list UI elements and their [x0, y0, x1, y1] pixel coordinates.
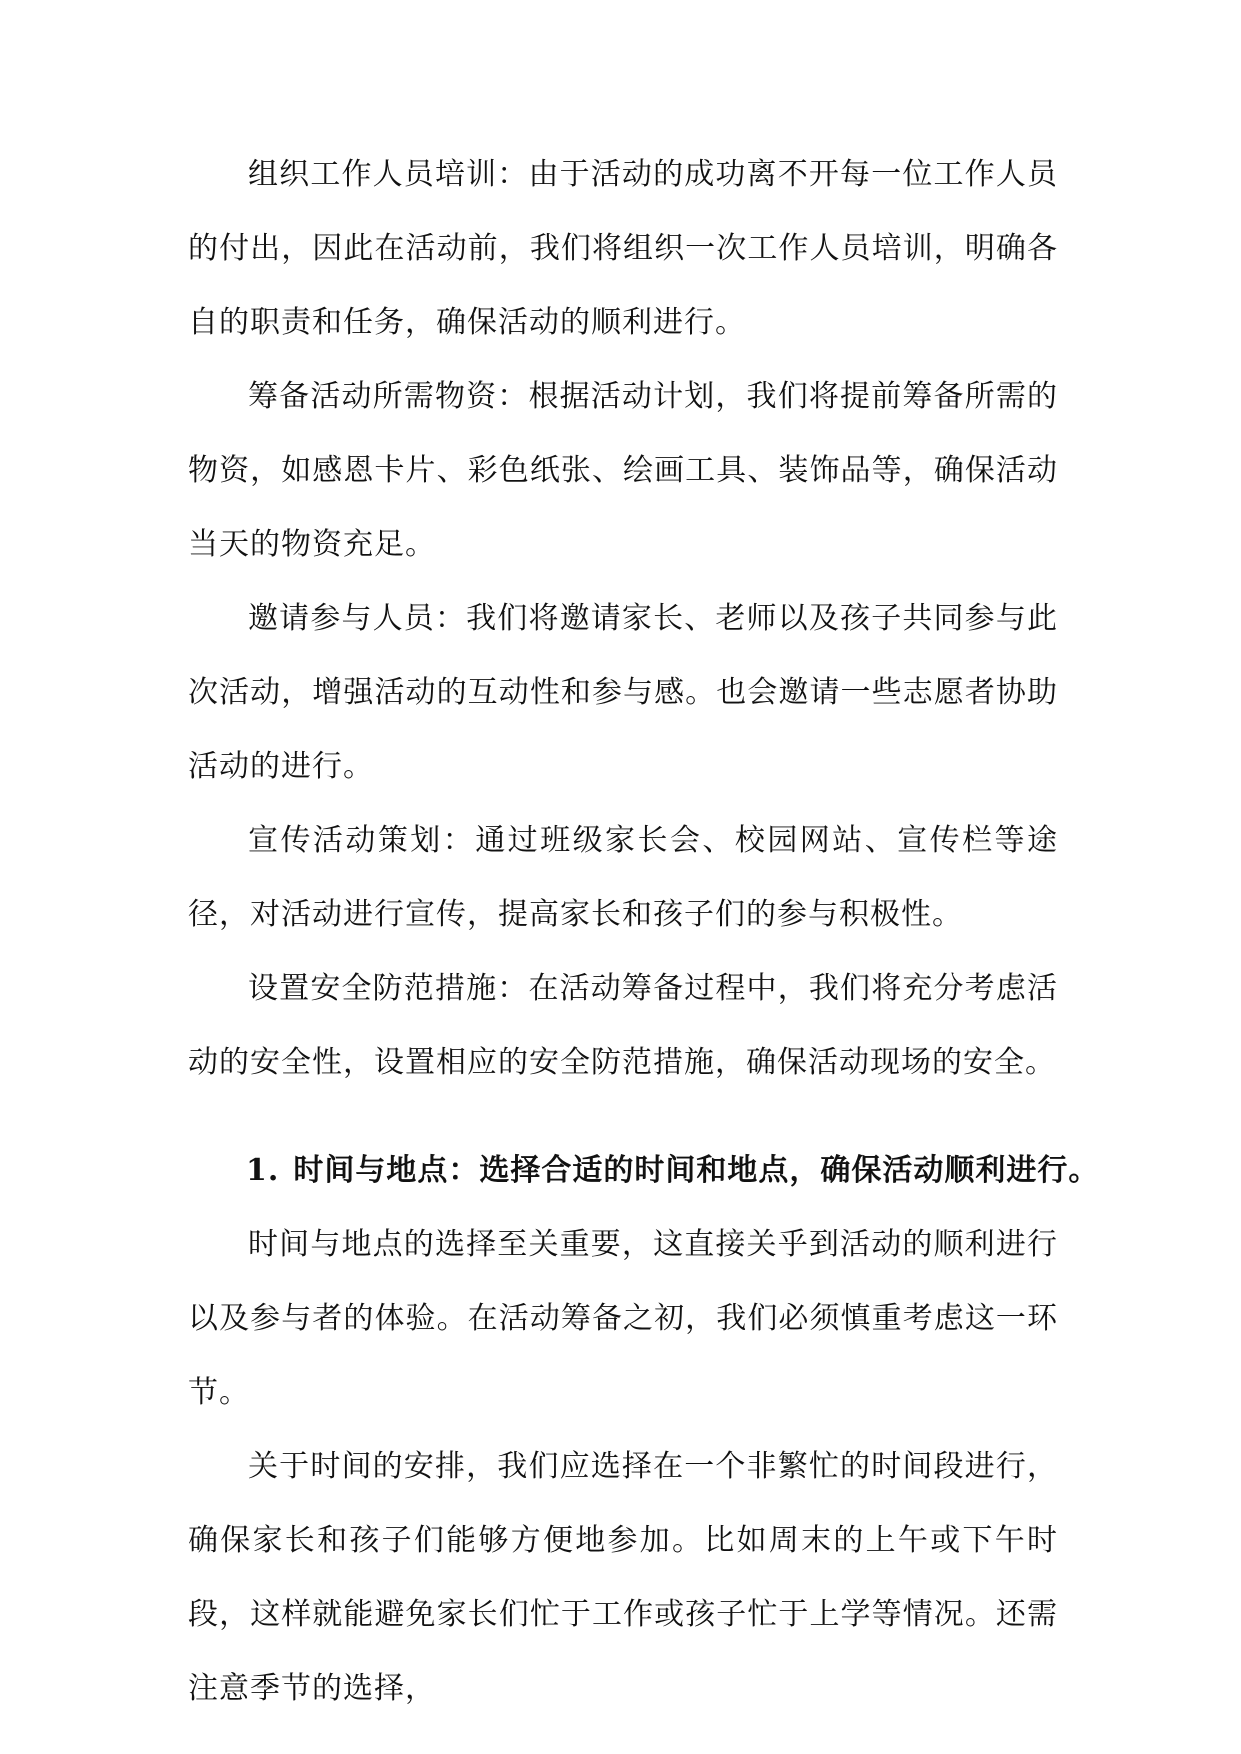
section-heading-text: 时间与地点：选择合适的时间和地点，确保活动顺利进行。	[293, 1153, 1100, 1188]
section-heading	[188, 1134, 1100, 1208]
section-heading-number: 1.	[246, 1153, 280, 1188]
document-body	[188, 138, 1100, 1726]
paragraph-staff-training: 组织工作人员培训：由于活动的成功离不开每一位工作人员的付出，因此在活动前，我们将组织一次工作人员培训，明确各自的职责和任务，确保活动的顺利进行。	[188, 157, 1058, 340]
paragraph-time-arrangement: 关于时间的安排，我们应选择在一个非繁忙的时间段进行，确保家长和孩子们能够方便地参加。比如周末的上午或下午时段，这样就能避免家长们忙于工作或孩子忙于上学等情况。还需注意季节的选择，	[188, 1449, 1058, 1706]
paragraph-materials: 筹备活动所需物资：根据活动计划，我们将提前筹备所需的物资，如感恩卡片、彩色纸张、绘画工具、装饰品等，确保活动当天的物资充足。	[188, 379, 1058, 562]
paragraph-publicity: 宣传活动策划：通过班级家长会、校园网站、宣传栏等途径，对活动进行宣传，提高家长和孩子们的参与积极性。	[188, 823, 1058, 932]
paragraph-time-place-importance: 时间与地点的选择至关重要，这直接关乎到活动的顺利进行以及参与者的体验。在活动筹备之初，我们必须慎重考虑这一环节。	[188, 1227, 1058, 1410]
paragraph-invite-participants: 邀请参与人员：我们将邀请家长、老师以及孩子共同参与此次活动，增强活动的互动性和参与感。也会邀请一些志愿者协助活动的进行。	[188, 601, 1058, 784]
paragraph-safety: 设置安全防范措施：在活动筹备过程中，我们将充分考虑活动的安全性，设置相应的安全防范措施，确保活动现场的安全。	[188, 971, 1058, 1080]
